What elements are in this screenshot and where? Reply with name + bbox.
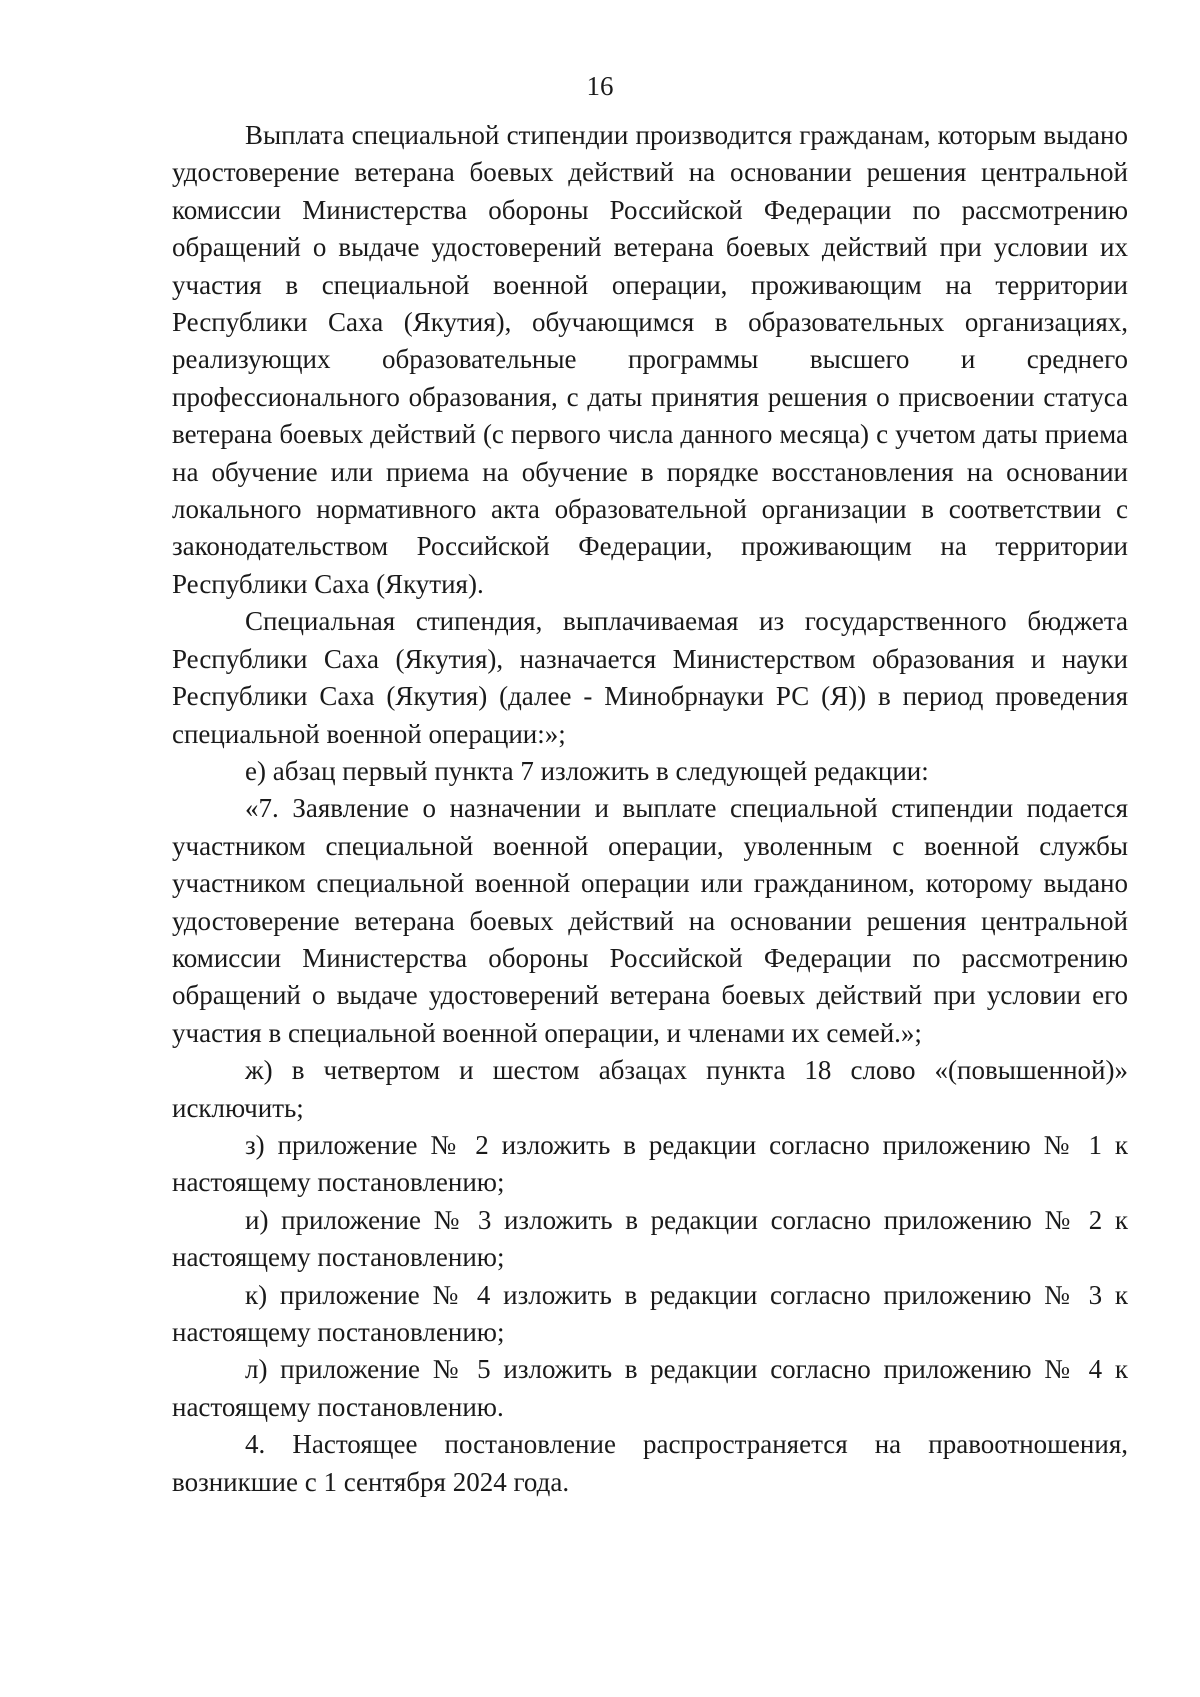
- paragraph-item-l: л) приложение № 5 изложить в редакции согласно приложению № 4 к настоящему постановлению.: [172, 1354, 1128, 1422]
- paragraph-item-z: з) приложение № 2 изложить в редакции согласно приложению № 1 к настоящему постановлению;: [172, 1129, 1128, 1198]
- paragraph-item-zh: ж) в четвертом и шестом абзацах пункта 18 слово «(повышенной)» исключить;: [172, 1055, 1128, 1123]
- document-body: [172, 117, 1128, 1501]
- page-number: 16: [586, 71, 614, 101]
- paragraph-scholarship-payment: Выплата специальной стипендии производится гражданам, которым выдано удостоверение ветерана боевых действий на основании решения центральной комиссии Министерства обороны Российской Федерации по рассмотрению обращений о выдаче удостоверений ветерана боевых действий при условии их участия в специальной военной операции, проживающим на территории Республики Саха (Якутия), обучающимся в образовательных организациях, реализующих образовательные программы высшего и среднего профессионального образования, с даты принятия решения о присвоении статуса ветерана боевых действий (с первого числа данного месяца) с учетом даты приема на обучение или приема на обучение в порядке восстановления на основании локального нормативного акта образовательной организации в соответствии с законодательством Российской Федерации, проживающим на территории Республики Саха (Якутия).: [172, 120, 1128, 599]
- paragraph-scholarship-assignment: Специальная стипендия, выплачиваемая из государственного бюджета Республики Саха (Якутия), назначается Министерством образования и науки Республики Саха (Якутия) (далее - Минобрнауки РС (Я)) в период проведения специальной военной операции:»;: [172, 606, 1128, 749]
- paragraph-point-4: 4. Настоящее постановление распространяется на правоотношения, возникшие с 1 сентября 2024 года.: [172, 1429, 1128, 1497]
- paragraph-point-7: «7. Заявление о назначении и выплате специальной стипендии подается участником специальной военной операции, уволенным с военной службы участником специальной военной операции или гражданином, которому выдано удостоверение ветерана боевых действий на основании решения центральной комиссии Министерства обороны Российской Федерации по рассмотрению обращений о выдаче удостоверений ветерана боевых действий при условии его участия в специальной военной операции, и членами их семей.»;: [172, 793, 1128, 1048]
- paragraph-item-i: и) приложение № 3 изложить в редакции согласно приложению № 2 к настоящему постановлению;: [172, 1204, 1128, 1273]
- paragraph-item-k: к) приложение № 4 изложить в редакции согласно приложению № 3 к настоящему постановлению;: [172, 1279, 1128, 1347]
- paragraph-item-e: е) абзац первый пункта 7 изложить в следующей редакции:: [245, 755, 929, 786]
